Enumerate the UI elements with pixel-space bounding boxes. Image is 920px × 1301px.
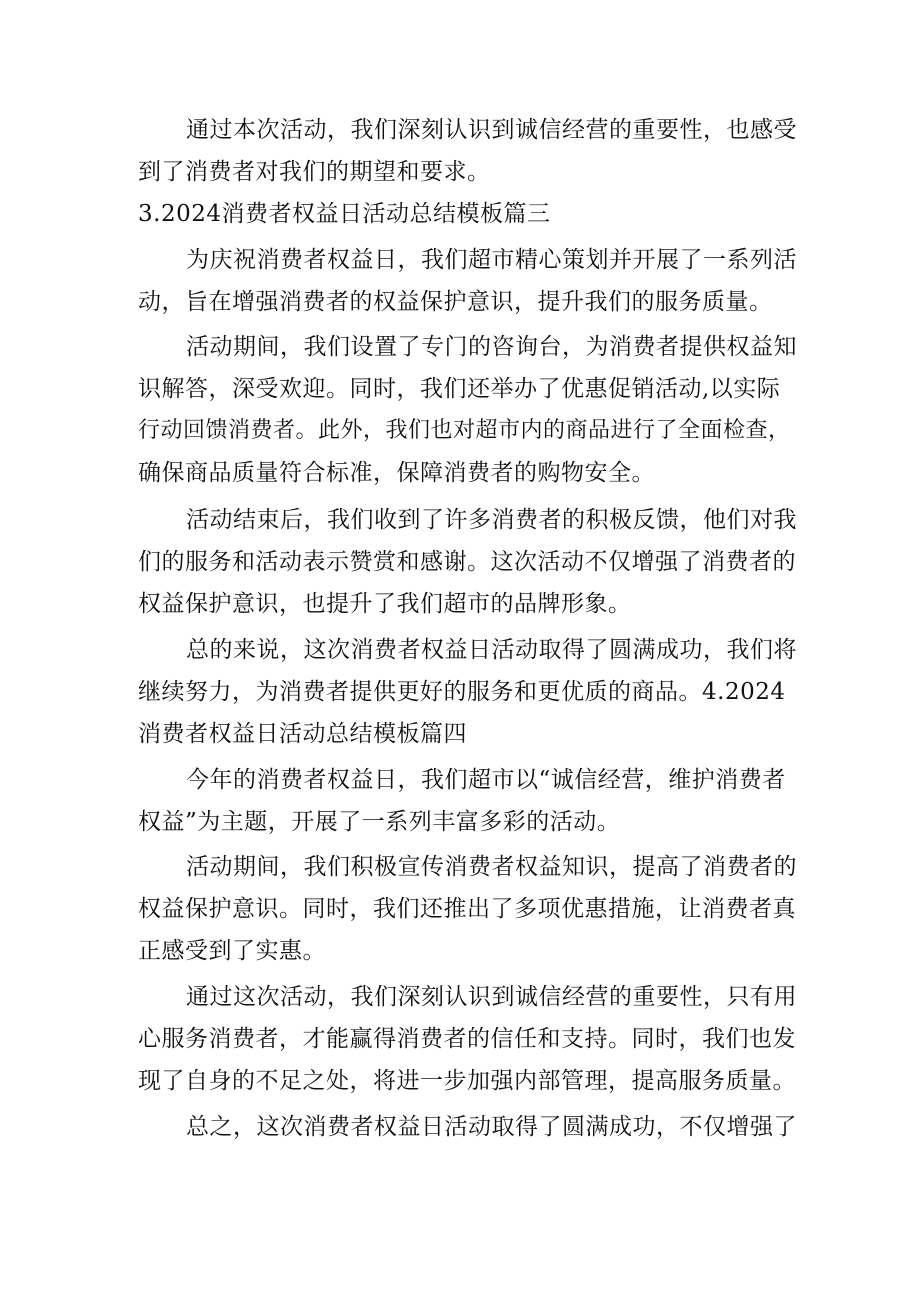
text-line: 动，旨在增强消费者的权益保护意识，提升我们的服务质量。 bbox=[138, 289, 773, 315]
text-line: 到了消费者对我们的期望和要求。 bbox=[138, 159, 491, 185]
text-line: 正感受到了实惠。 bbox=[138, 938, 326, 964]
text-line: 心服务消费者，才能赢得消费者的信任和支持。同时，我们也发 bbox=[138, 1026, 796, 1052]
text-line: 权益”为主题，开展了一系列丰富多彩的活动。 bbox=[138, 809, 621, 835]
text-line: 总的来说，这次消费者权益日活动取得了圆满成功，我们将 bbox=[186, 637, 797, 663]
text-line: 今年的消费者权益日，我们超市以“诚信经营，维护消费者 bbox=[186, 767, 786, 793]
text-line: 总之，这次消费者权益日活动取得了圆满成功，不仅增强了 bbox=[186, 1114, 797, 1140]
text-line: 确保商品质量符合标准，保障消费者的购物安全。 bbox=[138, 460, 655, 486]
section-heading: 消费者权益日活动总结模板篇四 bbox=[138, 721, 467, 747]
text-line: 通过这次活动，我们深刻认识到诚信经营的重要性，只有用 bbox=[186, 984, 797, 1010]
text-line: 继续努力，为消费者提供更好的服务和更优质的商品。4.2024 bbox=[138, 679, 786, 705]
text-line: 识解答，深受欢迎。同时，我们还举办了优惠促销活动,以实际 bbox=[138, 376, 781, 402]
text-line: 权益保护意识。同时，我们还推出了多项优惠措施，让消费者真 bbox=[138, 896, 796, 922]
text-line: 为庆祝消费者权益日，我们超市精心策划并开展了一系列活 bbox=[186, 247, 797, 273]
text-line: 活动结束后，我们收到了许多消费者的积极反馈，他们对我 bbox=[186, 507, 797, 533]
text-line: 活动期间，我们设置了专门的咨询台，为消费者提供权益知 bbox=[186, 334, 797, 360]
text-line: 现了自身的不足之处，将进一步加强内部管理，提高服务质量。 bbox=[138, 1068, 796, 1094]
text-line: 活动期间，我们积极宣传消费者权益知识，提高了消费者的 bbox=[186, 854, 797, 880]
text-line: 们的服务和活动表示赞赏和感谢。这次活动不仅增强了消费者的 bbox=[138, 549, 796, 575]
section-heading: 3.2024消费者权益日活动总结模板篇三 bbox=[138, 201, 551, 227]
text-line: 通过本次活动，我们深刻认识到诚信经营的重要性，也感受 bbox=[186, 117, 797, 143]
text-line: 行动回馈消费者。此外，我们也对超市内的商品进行了全面检查， bbox=[138, 418, 791, 443]
text-line: 权益保护意识，也提升了我们超市的品牌形象。 bbox=[138, 591, 632, 617]
